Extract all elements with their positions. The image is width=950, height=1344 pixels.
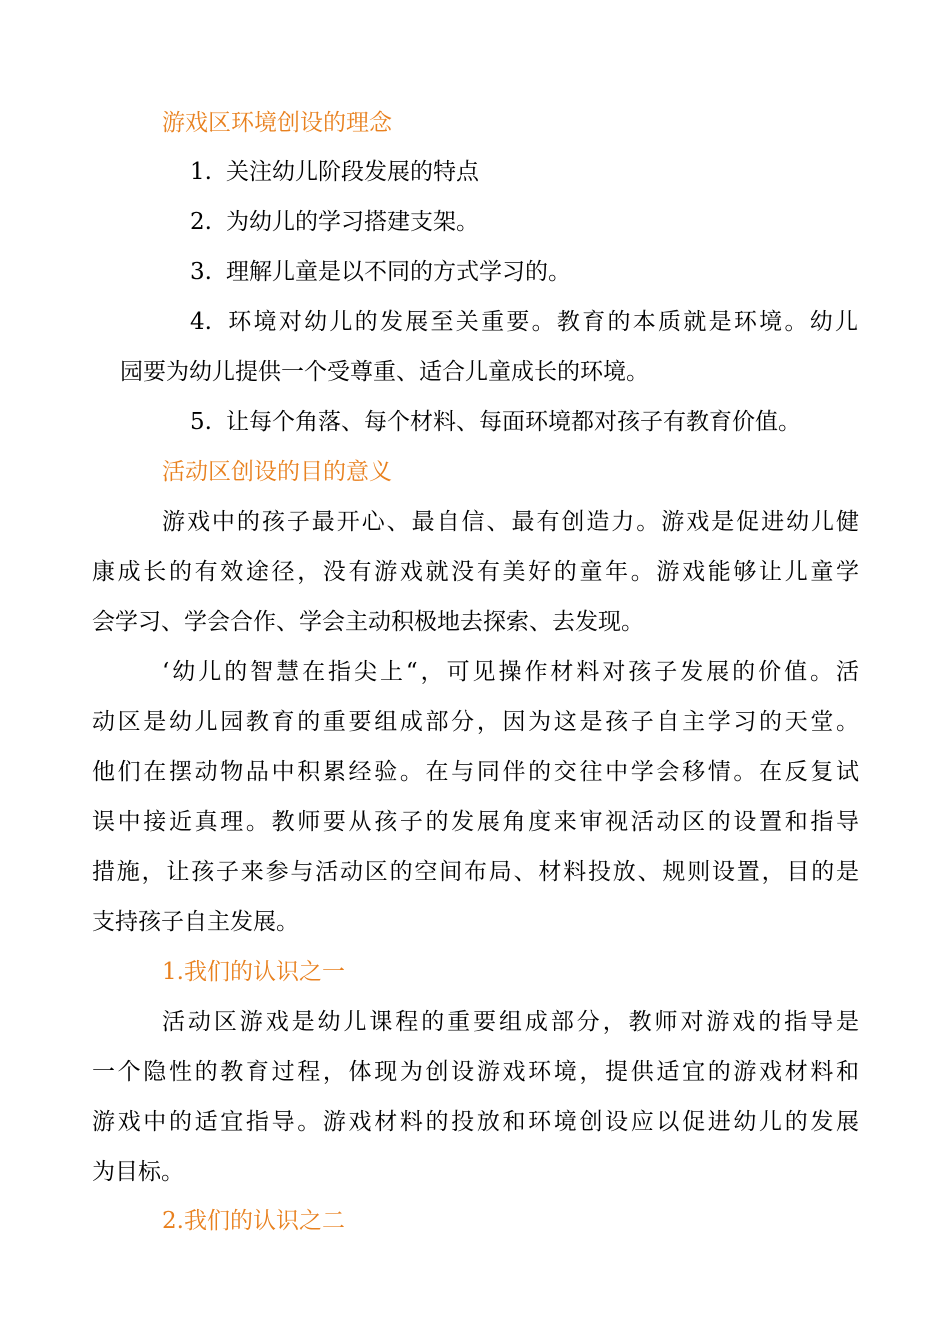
section-heading-understanding-1: 1.我们的认识之一: [162, 959, 345, 985]
list-number: 4.: [190, 309, 212, 335]
paragraph-line: 康成长的有效途径，没有游戏就没有美好的童年。游戏能够让儿童学: [92, 559, 859, 585]
paragraph-line: 会学习、学会合作、学会主动积极地去探索、去发现。: [92, 609, 644, 635]
list-item-2: [190, 207, 479, 237]
list-item-3: [190, 257, 571, 287]
section-heading-purpose: 活动区创设的目的意义: [162, 459, 392, 485]
paragraph-line: ‘幼儿的智慧在指尖上“，可见操作材料对孩子发展的价值。活: [162, 659, 859, 685]
paragraph-line: 为目标。: [92, 1159, 184, 1185]
paragraph-line: 误中接近真理。教师要从孩子的发展角度来审视活动区的设置和指导: [92, 809, 859, 835]
section-heading-understanding-2: 2.我们的认识之二: [162, 1208, 345, 1234]
paragraph-line: 支持孩子自主发展。: [92, 909, 299, 935]
list-item-text: 理解儿童是以不同的方式学习的。: [226, 259, 571, 285]
list-item-4: [190, 307, 858, 337]
list-item-5: [190, 407, 801, 437]
paragraph-line: 他们在摆动物品中积累经验。在与同伴的交往中学会移情。在反复试: [92, 759, 859, 785]
list-item-text: 让每个角落、每个材料、每面环境都对孩子有教育价值。: [226, 409, 801, 435]
list-number: 5.: [190, 409, 212, 435]
paragraph-line: 活动区游戏是幼儿课程的重要组成部分，教师对游戏的指导是: [162, 1009, 859, 1035]
list-item-text: 为幼儿的学习搭建支架。: [226, 209, 479, 235]
paragraph-line: 措施，让孩子来参与活动区的空间布局、材料投放、规则设置，目的是: [92, 859, 859, 885]
list-item-text: 环境对幼儿的发展至关重要。教育的本质就是环境。幼儿: [226, 309, 858, 335]
paragraph-line: 一个隐性的教育过程，体现为创设游戏环境，提供适宜的游戏材料和: [92, 1059, 859, 1085]
paragraph-line: 游戏中的适宜指导。游戏材料的投放和环境创设应以促进幼儿的发展: [92, 1109, 859, 1135]
section-heading-environment-concept: 游戏区环境创设的理念: [162, 110, 392, 136]
list-number: 3.: [190, 259, 212, 285]
paragraph-line: 动区是幼儿园教育的重要组成部分，因为这是孩子自主学习的天堂。: [92, 709, 859, 735]
list-item-text: 关注幼儿阶段发展的特点: [226, 159, 479, 185]
list-item-1: [190, 157, 479, 187]
paragraph-line: 游戏中的孩子最开心、最自信、最有创造力。游戏是促进幼儿健: [162, 509, 859, 535]
list-number: 2.: [190, 209, 212, 235]
list-number: 1.: [190, 159, 212, 185]
list-item-4-continuation: 园要为幼儿提供一个受尊重、适合儿童成长的环境。: [120, 359, 649, 385]
